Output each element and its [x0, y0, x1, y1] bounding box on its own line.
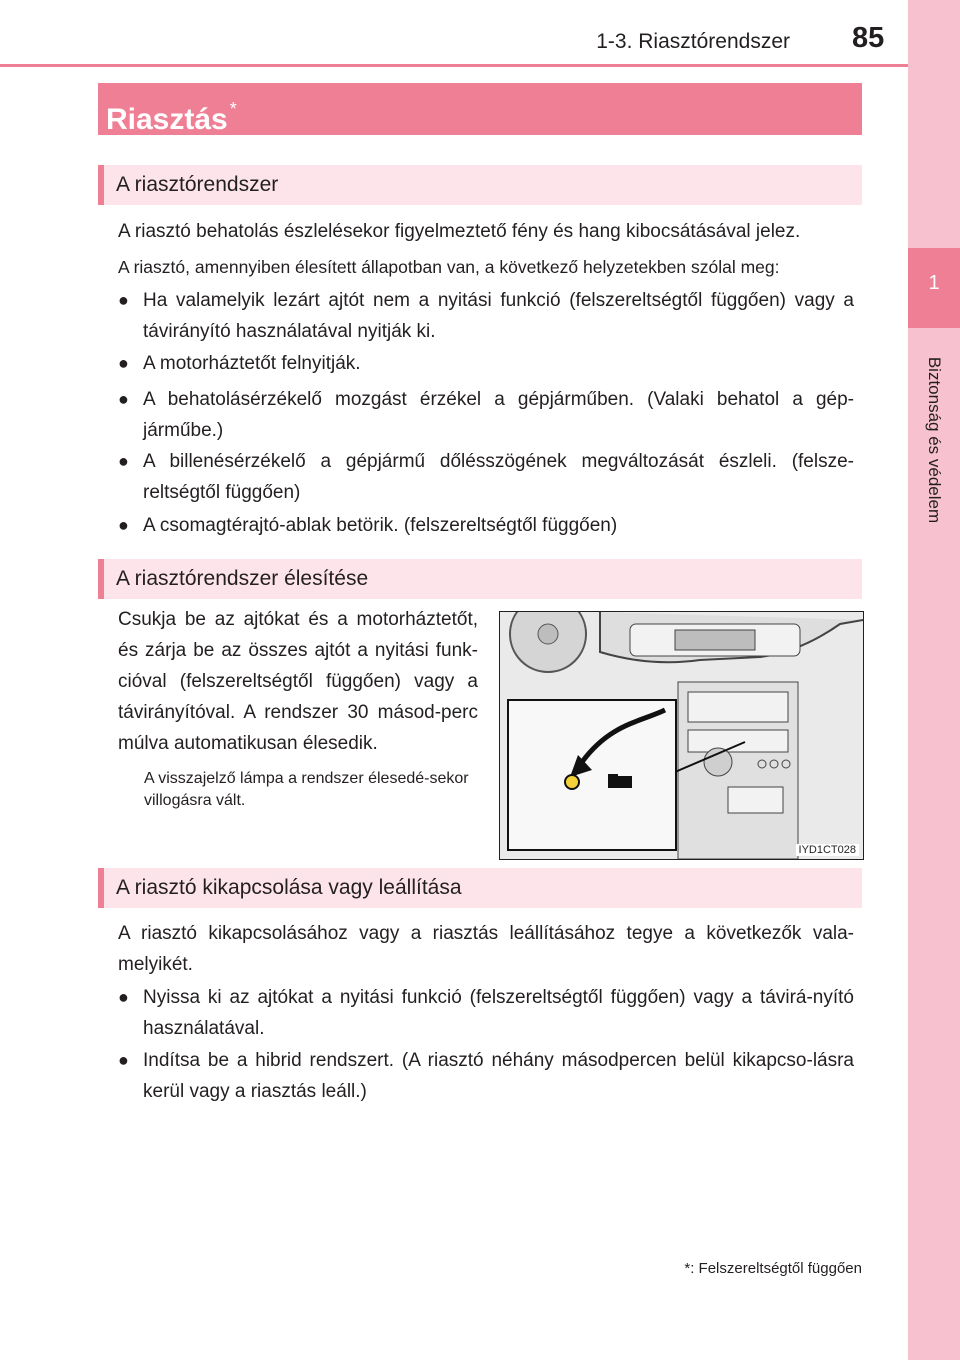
list-item: ● A motorháztetőt felnyitják.: [118, 348, 854, 379]
side-tab: [908, 0, 960, 1360]
page-number: 85: [852, 22, 885, 54]
paragraph: A riasztó kikapcsolásához vagy a riasztás leállításához tegye a következők vala-melyikét.: [118, 923, 854, 975]
header-rule: [0, 64, 908, 67]
footnote-mark: *: [684, 1260, 691, 1277]
paragraph: Csukja be az ajtókat és a motorháztetőt, és zárja be az összes ajtót a nyitási funk-cióval (felszereltségtől függően) vagy a távirányítóval. A rendszer 30 másod-perc múlva automatikusan élesedik.: [118, 609, 478, 754]
chapter-number: 1: [908, 248, 960, 328]
chapter-label: Biztonság és védelem: [925, 356, 944, 524]
list-item: ● A billenésérzékelő a gépjármű dőlésszögének megváltozását észleli. (felsze-reltségtől függően): [118, 446, 854, 508]
list-item: ● Indítsa be a hibrid rendszert. (A riasztó néhány másodpercen belül kikapcso-lásra kerül vagy a riasztás leáll.): [118, 1045, 854, 1107]
list-item: ● A behatolásérzékelő mozgást érzékel a gépjárműben. (Valaki behatol a gép-járműbe.): [118, 384, 854, 446]
list-item: ● Nyissa ki az ajtókat a nyitási funkció (felszereltségtől függően) vagy a távirá-nyító használatával.: [118, 982, 854, 1044]
paragraph: A riasztó, amennyiben élesített állapotban van, a következő helyzetekben szólal meg:: [118, 257, 780, 277]
list-item: ● A csomagtérajtó-ablak betörik. (felszereltségtől függően): [118, 510, 854, 541]
section-heading: A riasztórendszer: [98, 165, 862, 205]
dashboard-figure: [499, 611, 864, 860]
section-heading: A riasztórendszer élesítése: [98, 559, 862, 599]
paragraph: A riasztó behatolás észlelésekor figyelmeztető fény és hang kibocsátásával jelez.: [118, 221, 801, 242]
dashboard-illustration: [500, 612, 863, 859]
section-heading: A riasztó kikapcsolása vagy leállítása: [98, 868, 862, 908]
page-title-text: Riasztás: [106, 103, 228, 136]
footnote: [684, 1260, 862, 1277]
optional-equipment-mark: *: [229, 99, 237, 119]
page-title: [98, 83, 862, 135]
note: A visszajelző lámpa a rendszer élesedé-sekor villogásra vált.: [144, 770, 469, 809]
list-item: ● Ha valamelyik lezárt ajtót nem a nyitási funkció (felszereltségtől függően) vagy a távirányító használatával nyitják ki.: [118, 285, 854, 347]
footnote-text: : Felszereltségtől függően: [690, 1260, 862, 1277]
figure-code: IYD1CT028: [796, 844, 859, 856]
running-header: 1-3. Riasztórendszer: [596, 30, 790, 53]
